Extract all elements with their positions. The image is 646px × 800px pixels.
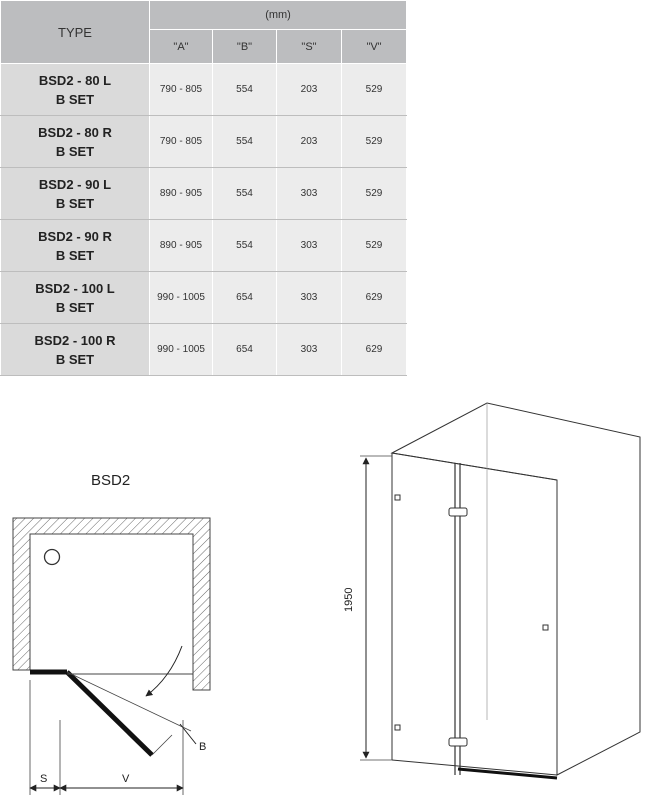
hinge bbox=[395, 495, 400, 500]
unit-header: (mm) bbox=[150, 1, 407, 30]
column-header-s: "S" bbox=[277, 30, 342, 64]
value-cell-a: 790 - 805 bbox=[150, 64, 213, 116]
type-label: BSD2 - 90 R bbox=[38, 228, 112, 244]
type-label: BSD2 - 100 R bbox=[34, 332, 116, 348]
type-label: BSD2 - 80 R bbox=[38, 124, 112, 140]
plan-walls bbox=[13, 518, 210, 690]
hinge bbox=[449, 738, 467, 746]
value-cell-b: 554 bbox=[213, 220, 277, 272]
type-label: B SET bbox=[55, 195, 95, 211]
type-label: B SET bbox=[55, 299, 95, 315]
value-cell-v: 529 bbox=[342, 116, 407, 168]
value-cell-s: 203 bbox=[277, 116, 342, 168]
hinge bbox=[449, 508, 467, 516]
type-label: BSD2 - 100 L bbox=[35, 280, 115, 296]
hinge bbox=[395, 725, 400, 730]
elevation-view bbox=[360, 403, 640, 778]
label-b: B bbox=[199, 741, 207, 753]
value-cell-a: 890 - 905 bbox=[150, 168, 213, 220]
value-cell-b: 554 bbox=[213, 116, 277, 168]
label-v: V bbox=[122, 773, 130, 785]
type-header: TYPE bbox=[1, 1, 150, 64]
plan-title: BSD2 bbox=[91, 472, 131, 489]
type-label: B SET bbox=[55, 351, 95, 367]
type-label: B SET bbox=[55, 143, 95, 159]
drain-icon bbox=[45, 550, 60, 565]
value-cell-a: 890 - 905 bbox=[150, 220, 213, 272]
door-panel bbox=[67, 672, 152, 755]
value-cell-v: 529 bbox=[342, 220, 407, 272]
value-cell-v: 629 bbox=[342, 324, 407, 376]
value-cell-s: 203 bbox=[277, 64, 342, 116]
type-label: B SET bbox=[55, 247, 95, 263]
value-cell-s: 303 bbox=[277, 324, 342, 376]
value-cell-b: 654 bbox=[213, 324, 277, 376]
height-label: 1950 bbox=[343, 587, 355, 612]
value-cell-b: 554 bbox=[213, 168, 277, 220]
value-cell-a: 990 - 1005 bbox=[150, 324, 213, 376]
value-cell-v: 629 bbox=[342, 272, 407, 324]
column-header-b: "B" bbox=[213, 30, 277, 64]
type-label: B SET bbox=[55, 91, 95, 107]
door-handle bbox=[543, 625, 548, 630]
column-header-a: "A" bbox=[150, 30, 213, 64]
value-cell-v: 529 bbox=[342, 64, 407, 116]
label-s: S bbox=[40, 773, 48, 785]
value-cell-a: 790 - 805 bbox=[150, 116, 213, 168]
value-cell-s: 303 bbox=[277, 220, 342, 272]
value-cell-s: 303 bbox=[277, 168, 342, 220]
column-header-v: "V" bbox=[342, 30, 407, 64]
swing-arc bbox=[146, 646, 182, 696]
value-cell-v: 529 bbox=[342, 168, 407, 220]
plan-view bbox=[13, 518, 210, 795]
value-cell-b: 554 bbox=[213, 64, 277, 116]
type-label: BSD2 - 80 L bbox=[38, 72, 112, 88]
value-cell-s: 303 bbox=[277, 272, 342, 324]
value-cell-a: 990 - 1005 bbox=[150, 272, 213, 324]
value-cell-b: 654 bbox=[213, 272, 277, 324]
type-label: BSD2 - 90 L bbox=[38, 176, 112, 192]
